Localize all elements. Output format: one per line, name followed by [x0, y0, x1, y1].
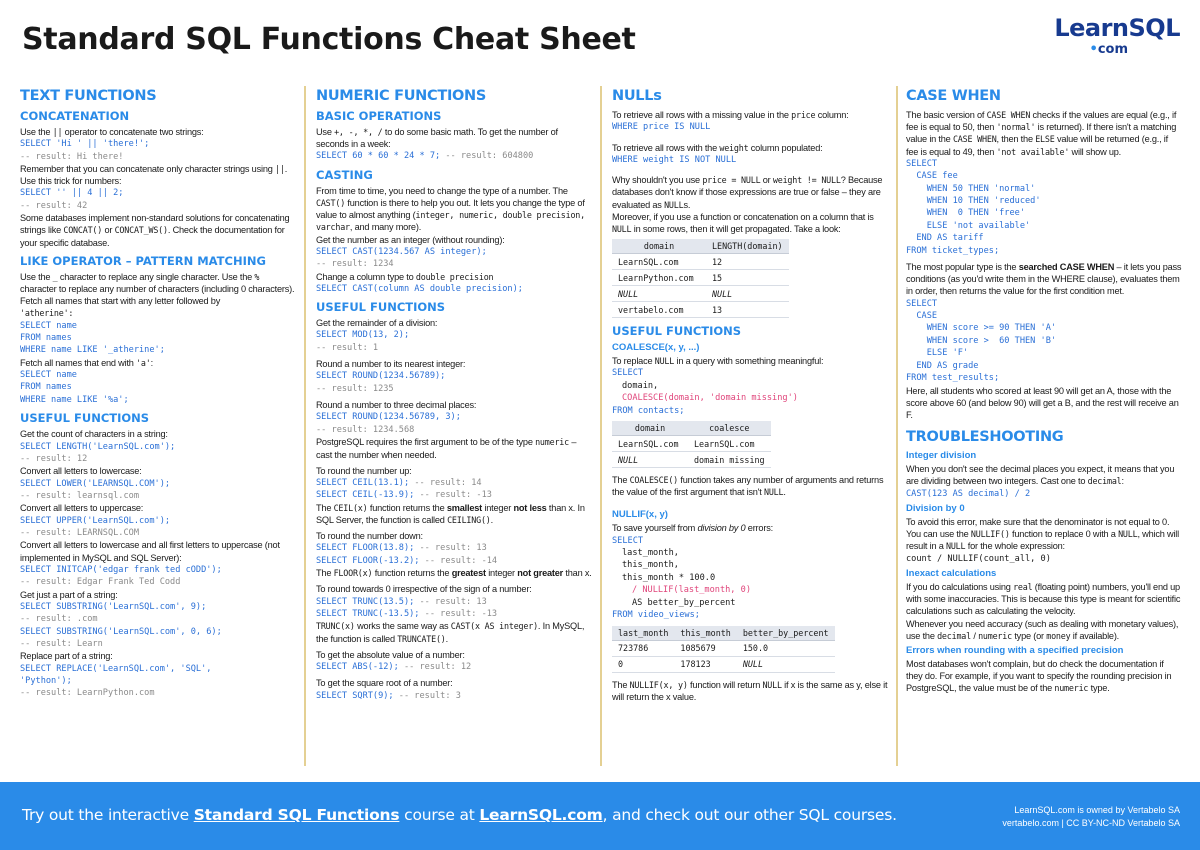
nullif-desc: To save yourself from division by 0 errors:: [612, 523, 773, 534]
table-header: better_by_percent: [737, 626, 835, 641]
initcap-result: -- result: Edgar Frank Ted Codd: [20, 577, 181, 588]
text-functions-column: [20, 86, 296, 772]
mod-example: SELECT MOD(13, 2);: [316, 330, 410, 341]
lower-result: -- result: learnsql.com: [20, 490, 139, 501]
header: [0, 0, 1200, 80]
lower-example: SELECT LOWER('LEARNSQL.COM');: [20, 478, 171, 489]
table-row: [612, 452, 771, 468]
table-header: domain: [612, 421, 688, 436]
table-cell: 12: [706, 254, 789, 270]
nullif-signature: NULLIF(x, y): [612, 509, 668, 521]
substring-example-2: SELECT SUBSTRING('LearnSQL.com', 0, 6);: [20, 626, 222, 637]
table-row: [612, 254, 789, 270]
license-note[interactable]: vertabelo.com | CC BY-NC-ND Vertabelo SA: [1002, 818, 1180, 828]
rounding-errors-heading: Errors when rounding with a specified precision: [906, 644, 1124, 656]
table-cell: LearnPython.com: [612, 270, 706, 286]
nulls-useful-functions-heading: USEFUL FUNCTIONS: [612, 324, 742, 339]
trunc-example-2: SELECT TRUNC(-13.5); -- result: -13: [316, 608, 498, 619]
ceil-desc: To round the number up:: [316, 465, 412, 476]
table-cell: 1085679: [674, 640, 736, 656]
page-title: Standard SQL Functions Cheat Sheet: [22, 22, 636, 57]
table-cell: NULL: [737, 656, 835, 672]
numeric-functions-heading: NUMERIC FUNCTIONS: [316, 88, 487, 104]
concat-nonstandard-desc: Some databases implement non-standard solutions for concatenating strings like CONCAT() or CONCAT_WS(). Check the documentation for your specific database.: [20, 213, 290, 248]
division-by-zero-desc: To avoid this error, make sure that the denominator is not equal to 0. You can use the NULLIF() function to replace 0 with a NULL, which will result in a NULL for the whole expression:: [906, 516, 1179, 552]
length-result: -- result: 12: [20, 453, 88, 464]
logo-com: com: [1097, 42, 1128, 57]
upper-example: SELECT UPPER('LearnSQL.com');: [20, 515, 171, 526]
table-cell: 723786: [612, 640, 674, 656]
table-header: LENGTH(domain): [706, 239, 789, 254]
replace-example-line-1: SELECT REPLACE('LearnSQL.com', 'SQL',: [20, 663, 212, 674]
concat-example-1: SELECT 'Hi ' || 'there!';: [20, 139, 150, 150]
ceil-example-1: SELECT CEIL(13.1); -- result: 14: [316, 477, 482, 488]
coalesce-example-line-2: domain,: [622, 380, 659, 391]
searched-case-line: CASE: [906, 311, 938, 322]
case-example-line: WHEN 0 THEN 'free': [906, 208, 1025, 219]
round-desc: Round a number to its nearest integer:: [316, 359, 466, 370]
case-example-line: FROM ticket_types;: [906, 245, 1000, 256]
table-cell: domain missing: [688, 452, 771, 468]
cast-integer-desc: Get the number as an integer (without rounding):: [316, 234, 505, 245]
searched-case-line: SELECT: [906, 298, 938, 309]
trunc-example-1: SELECT TRUNC(13.5); -- result: 13: [316, 596, 487, 607]
abs-desc: To get the absolute value of a number:: [316, 649, 465, 660]
round-decimals-result: -- result: 1234.568: [316, 424, 415, 435]
table-cell: NULL: [612, 452, 688, 468]
troubleshooting-heading: TROUBLESHOOTING: [906, 429, 1064, 446]
replace-desc: Replace part of a string:: [20, 651, 113, 662]
division-by-zero-heading: Division by 0: [906, 502, 965, 514]
abs-example: SELECT ABS(-12); -- result: 12: [316, 661, 472, 672]
inexact-desc-2: Whenever you need accuracy (such as dealing with monetary values), use the decimal / numeric type (or money if available).: [906, 618, 1179, 641]
searched-case-line: ELSE 'F': [906, 348, 969, 359]
like-example-2-line-1: SELECT name: [20, 370, 77, 381]
is-not-null-desc: To retrieve all rows with the weight column populated:: [612, 142, 823, 153]
case-when-heading: CASE WHEN: [906, 88, 1001, 104]
concat-numbers-desc: Remember that you can concatenate only character strings using ||. Use this trick for numbers:: [20, 164, 288, 187]
like-example-1-line-3: WHERE name LIKE '_atherine';: [20, 345, 165, 356]
integer-division-example: CAST(123 AS decimal) / 2: [906, 488, 1031, 499]
coalesce-desc: To replace NULL in a query with something meaningful:: [612, 356, 824, 367]
initcap-desc: Convert all letters to lowercase and all first letters to uppercase (not implemented in MySQL and SQL Server):: [20, 540, 280, 563]
coalesce-note: The COALESCE() function takes any number of arguments and returns the value of the first argument that isn't NULL.: [612, 475, 884, 498]
table-header: this_month: [674, 626, 736, 641]
table-cell: 178123: [674, 656, 736, 672]
text-functions-heading: TEXT FUNCTIONS: [20, 88, 157, 104]
case-example-line: WHEN 10 THEN 'reduced': [906, 196, 1041, 207]
case-when-column: [906, 86, 1182, 772]
nulls-heading: NULLs: [612, 88, 662, 104]
text-useful-functions-heading: USEFUL FUNCTIONS: [20, 411, 150, 426]
integer-division-heading: Integer division: [906, 450, 977, 462]
coalesce-signature: COALESCE(x, y, ...): [612, 342, 700, 354]
substring-result-2: -- result: Learn: [20, 638, 103, 649]
length-example: SELECT LENGTH('LearnSQL.com');: [20, 441, 176, 452]
table-cell: LearnSQL.com: [612, 254, 706, 270]
cast-column-example: SELECT CAST(column AS double precision);: [316, 283, 523, 294]
round-decimals-desc: Round a number to three decimal places:: [316, 400, 477, 411]
replace-result: -- result: LearnPython.com: [20, 688, 155, 699]
is-null-desc: To retrieve all rows with a missing value in the price column:: [612, 110, 849, 120]
table-row: [612, 640, 835, 656]
column-divider: [600, 86, 602, 766]
cast-integer-result: -- result: 1234: [316, 259, 394, 270]
mod-desc: Get the remainder of a division:: [316, 318, 438, 329]
nullif-table: [612, 626, 835, 673]
column-divider: [304, 86, 306, 766]
trunc-desc: To round towards 0 irrespective of the sign of a number:: [316, 584, 532, 595]
like-example-1-line-2: FROM names: [20, 333, 72, 344]
searched-case-line: WHEN score >= 90 THEN 'A': [906, 323, 1057, 334]
lower-desc: Convert all letters to lowercase:: [20, 466, 142, 477]
upper-desc: Convert all letters to uppercase:: [20, 503, 144, 514]
concat-example-2: SELECT '' || 4 || 2;: [20, 188, 124, 199]
substring-desc: Get just a part of a string:: [20, 589, 118, 600]
cast-integer-example: SELECT CAST(1234.567 AS integer);: [316, 246, 487, 257]
floor-example-2: SELECT FLOOR(-13.2); -- result: -14: [316, 555, 498, 566]
table-row: [612, 656, 835, 672]
table-header-row: [612, 421, 771, 436]
case-example-line: ELSE 'not available': [906, 220, 1031, 231]
ceil-example-2: SELECT CEIL(-13.9); -- result: -13: [316, 490, 492, 501]
like-desc: Use the _ character to replace any single character. Use the % character to replace any number of characters (including 0 characters).: [20, 271, 295, 295]
nullif-example-line-2: last_month,: [622, 548, 679, 559]
table-cell: 15: [706, 270, 789, 286]
searched-case-desc: The most popular type is the searched CASE WHEN – it lets you pass conditions (as you'd write them in the WHERE clause), evaluates them in order, then returns the value for the first condition met.: [906, 262, 1182, 297]
numeric-useful-functions-heading: USEFUL FUNCTIONS: [316, 300, 446, 315]
table-header: domain: [612, 239, 706, 254]
table-row: [612, 302, 789, 318]
footer-cta: Try out the interactive Standard SQL Functions course at LearnSQL.com, and check out our other SQL courses.: [22, 806, 897, 824]
learnsql-logo[interactable]: [1050, 14, 1180, 64]
numeric-functions-column: [316, 86, 592, 772]
logo-domain: [1090, 42, 1129, 57]
like-operator-heading: LIKE OPERATOR – PATTERN MATCHING: [20, 253, 266, 268]
searched-case-line: END AS grade: [906, 360, 979, 371]
like-example-2-line-3: WHERE name LIKE '%a';: [20, 394, 129, 405]
case-example-line: END AS tariff: [906, 233, 984, 244]
nullif-example-line-7: FROM video_views;: [612, 610, 700, 621]
logo-wordmark: LearnSQL: [1054, 14, 1180, 42]
table-cell: LearnSQL.com: [612, 436, 688, 452]
inexact-calculations-heading: Inexact calculations: [906, 567, 997, 579]
sqrt-desc: To get the square root of a number:: [316, 678, 453, 689]
initcap-example: SELECT INITCAP('edgar frank ted cODD');: [20, 564, 222, 575]
inexact-desc-1: If you do calculations using real (floating point) numbers, you'll end up with some inaccuracies. This is because this type is meant for scientific calculations such as calculating the velocity.: [906, 581, 1181, 617]
length-null-table: [612, 239, 789, 318]
case-when-basic-desc: The basic version of CASE WHEN checks if the values are equal (e.g., if fee is equal to 50, then 'normal' is returned). If there isn't a matching value in the CASE WHEN, then the ELSE value will be returned (e.g., if fee is equal to 49, then 'not available' will show up.: [906, 110, 1177, 157]
basic-operations-desc: Use +, -, *, / to do some basic math. To get the number of seconds in a week:: [316, 127, 558, 150]
table-header-row: [612, 626, 835, 641]
logo-dot: •: [1089, 42, 1098, 57]
like-example-desc-2: Fetch all names that end with 'a':: [20, 357, 153, 368]
coalesce-example-line-1: SELECT: [612, 368, 644, 379]
sqrt-example: SELECT SQRT(9); -- result: 3: [316, 690, 461, 701]
coalesce-table: [612, 421, 771, 468]
casting-desc: From time to time, you need to change the type of a number. The CAST() function is there to help you out. It lets you change the type of value to almost anything (integer, numeric, double precision, varchar, and many more).: [316, 185, 585, 233]
upper-result: -- result: LEARNSQL.COM: [20, 527, 139, 538]
concat-result-2: -- result: 42: [20, 200, 88, 211]
nullif-example-line-4: this_month * 100.0: [622, 572, 716, 583]
like-example-2-line-2: FROM names: [20, 382, 72, 393]
integer-division-desc: When you don't see the decimal places you expect, it means that you are dividing between two integers. Cast one to decimal:: [906, 464, 1175, 487]
null-propagation-note: Moreover, if you use a function or concatenation on a column that is NULL in some rows, then it will get propagated. Take a look:: [612, 211, 874, 235]
round-result: -- result: 1235: [316, 383, 394, 394]
substring-result-1: -- result: .com: [20, 614, 98, 625]
division-by-zero-example: count / NULLIF(count_all, 0): [906, 553, 1051, 564]
table-header: coalesce: [688, 421, 771, 436]
table-cell: 0: [612, 656, 674, 672]
nullif-example-line-1: SELECT: [612, 535, 644, 546]
table-header: last_month: [612, 626, 674, 641]
table-row: [612, 270, 789, 286]
column-divider: [896, 86, 898, 766]
nullif-example-line-3: this_month,: [622, 560, 679, 571]
table-header-row: [612, 239, 789, 254]
cast-column-desc: Change a column type to double precision: [316, 271, 494, 282]
basic-operations-heading: BASIC OPERATIONS: [316, 109, 442, 123]
searched-case-line: WHEN score > 60 THEN 'B': [906, 335, 1057, 346]
table-cell: 150.0: [737, 640, 835, 656]
nullif-note: The NULLIF(x, y) function will return NULL if x is the same as y, else it will return the x value.: [612, 679, 888, 702]
floor-example-1: SELECT FLOOR(13.8); -- result: 13: [316, 543, 487, 554]
table-cell: NULL: [706, 286, 789, 302]
nullif-example-line-5: / NULLIF(last_month, 0): [632, 585, 751, 596]
substring-example-1: SELECT SUBSTRING('LearnSQL.com', 9);: [20, 601, 207, 612]
concat-result-1: -- result: Hi there!: [20, 151, 124, 162]
table-cell: NULL: [612, 286, 706, 302]
ownership-note: LearnSQL.com is owned by Vertabelo SA: [1014, 805, 1180, 815]
postgres-numeric-note: PostgreSQL requires the first argument to be of the type numeric – cast the number when needed.: [316, 437, 577, 460]
case-example-line: WHEN 50 THEN 'normal': [906, 183, 1036, 194]
nulls-column: [612, 86, 888, 772]
basic-operations-example: SELECT 60 * 60 * 24 * 7; -- result: 604800: [316, 151, 534, 162]
grades-note: Here, all students who scored at least 90 will get an A, those with the score above 60 (and below 90) will get a B, and the rest will receive an F.: [906, 385, 1179, 420]
is-null-example: WHERE price IS NULL: [612, 122, 711, 133]
round-decimals-example: SELECT ROUND(1234.56789, 3);: [316, 412, 461, 423]
table-cell: vertabelo.com: [612, 302, 706, 318]
like-example-1-line-1: SELECT name: [20, 320, 77, 331]
floor-desc: To round the number down:: [316, 531, 423, 542]
casting-heading: CASTING: [316, 167, 373, 182]
coalesce-example-line-3: COALESCE(domain, 'domain missing'): [622, 393, 798, 404]
like-example-desc-1: Fetch all names that start with any letter followed by 'atherine':: [20, 296, 221, 319]
case-example-line: CASE fee: [906, 171, 958, 182]
rounding-errors-desc: Most databases won't complain, but do check the documentation if they do. For example, if you want to specify the rounding precision in PostgreSQL, the value must be of the numeric type.: [906, 658, 1172, 694]
nullif-example-line-6: AS better_by_percent: [632, 597, 736, 608]
floor-note: The FLOOR(x) function returns the greatest integer not greater than x.: [316, 568, 592, 579]
case-example-line: SELECT: [906, 158, 938, 169]
ceil-note: The CEIL(x) function returns the smallest integer not less than x. In SQL Server, the function is called CEILING().: [316, 502, 585, 525]
table-row: [612, 286, 789, 302]
learnsql-link[interactable]: LearnSQL.com: [479, 806, 603, 824]
concatenation-heading: CONCATENATION: [20, 109, 130, 123]
is-not-null-example: WHERE weight IS NOT NULL: [612, 154, 737, 165]
mod-result: -- result: 1: [316, 342, 379, 353]
table-cell: 13: [706, 302, 789, 318]
table-cell: LearnSQL.com: [688, 436, 771, 452]
footer-credits: [1002, 804, 1180, 830]
round-example: SELECT ROUND(1234.56789);: [316, 371, 446, 382]
course-link[interactable]: Standard SQL Functions: [193, 806, 400, 824]
length-desc: Get the count of characters in a string:: [20, 429, 168, 440]
replace-example-line-2: 'Python');: [20, 676, 72, 686]
trunc-note: TRUNC(x) works the same way as CAST(x AS integer). In MySQL, the function is called TRUNCATE().: [316, 621, 585, 644]
table-row: [612, 436, 771, 452]
footer-banner: [0, 782, 1200, 850]
null-comparison-note: Why shouldn't you use price = NULL or weight != NULL? Because databases don't know if those expressions are true or false – they are evaluated as NULLs.: [612, 175, 883, 210]
searched-case-line: FROM test_results;: [906, 373, 1000, 384]
concat-desc: Use the || operator to concatenate two strings:: [20, 127, 204, 137]
coalesce-example-line-4: FROM contacts;: [612, 405, 685, 416]
